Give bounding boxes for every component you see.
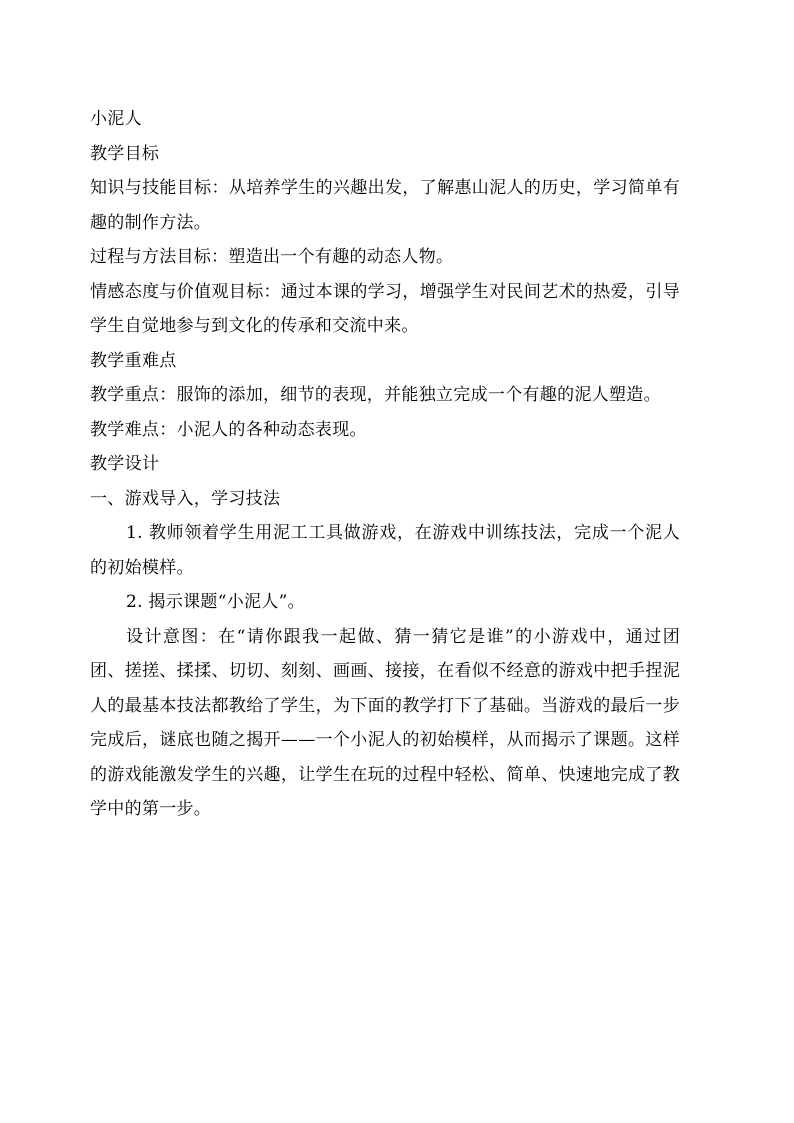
document-body: [90, 102, 680, 827]
section-heading-design: 教学设计: [90, 454, 160, 474]
document-title: 小泥人: [90, 109, 142, 129]
paragraph-key-point: 教学重点：服饰的添加，细节的表现，并能独立完成一个有趣的泥人塑造。: [90, 385, 661, 405]
paragraph-design-intent: 设计意图：在“请你跟我一起做、猜一猜它是谁”的小游戏中，通过团团、搓搓、揉揉、切切、刻刻、画画、接接，在看似不经意的游戏中把手捏泥人的最基本技法都教给了学生，为下面的教学打下了基础。当游戏的最后一步完成后，谜底也随之揭开——一个小泥人的初始模样，从而揭示了课题。这样的游戏能激发学生的兴趣，让学生在玩的过程中轻松、简单、快速地完成了教学中的第一步。: [90, 626, 680, 819]
paragraph-step-1: 1. 教师领着学生用泥工工具做游戏，在游戏中训练技法，完成一个泥人的初始模样。: [90, 523, 680, 578]
paragraph-process-goal: 过程与方法目标：塑造出一个有趣的动态人物。: [90, 247, 454, 267]
paragraph-step-2: 2. 揭示课题“小泥人”。: [126, 592, 305, 612]
paragraph-difficulty: 教学难点：小泥人的各种动态表现。: [90, 419, 367, 440]
paragraph-knowledge-goal: 知识与技能目标：从培养学生的兴趣出发，了解惠山泥人的历史，学习简单有趣的制作方法。: [90, 178, 680, 233]
section-heading-objectives: 教学目标: [90, 143, 160, 164]
paragraph-emotion-goal: 情感态度与价值观目标：通过本课的学习，增强学生对民间艺术的热爱，引导学生自觉地参与到文化的传承和交流中来。: [90, 281, 680, 336]
section-heading-key-points: 教学重难点: [90, 350, 177, 371]
subheading-game-intro: 一、游戏导入，学习技法: [90, 488, 281, 509]
